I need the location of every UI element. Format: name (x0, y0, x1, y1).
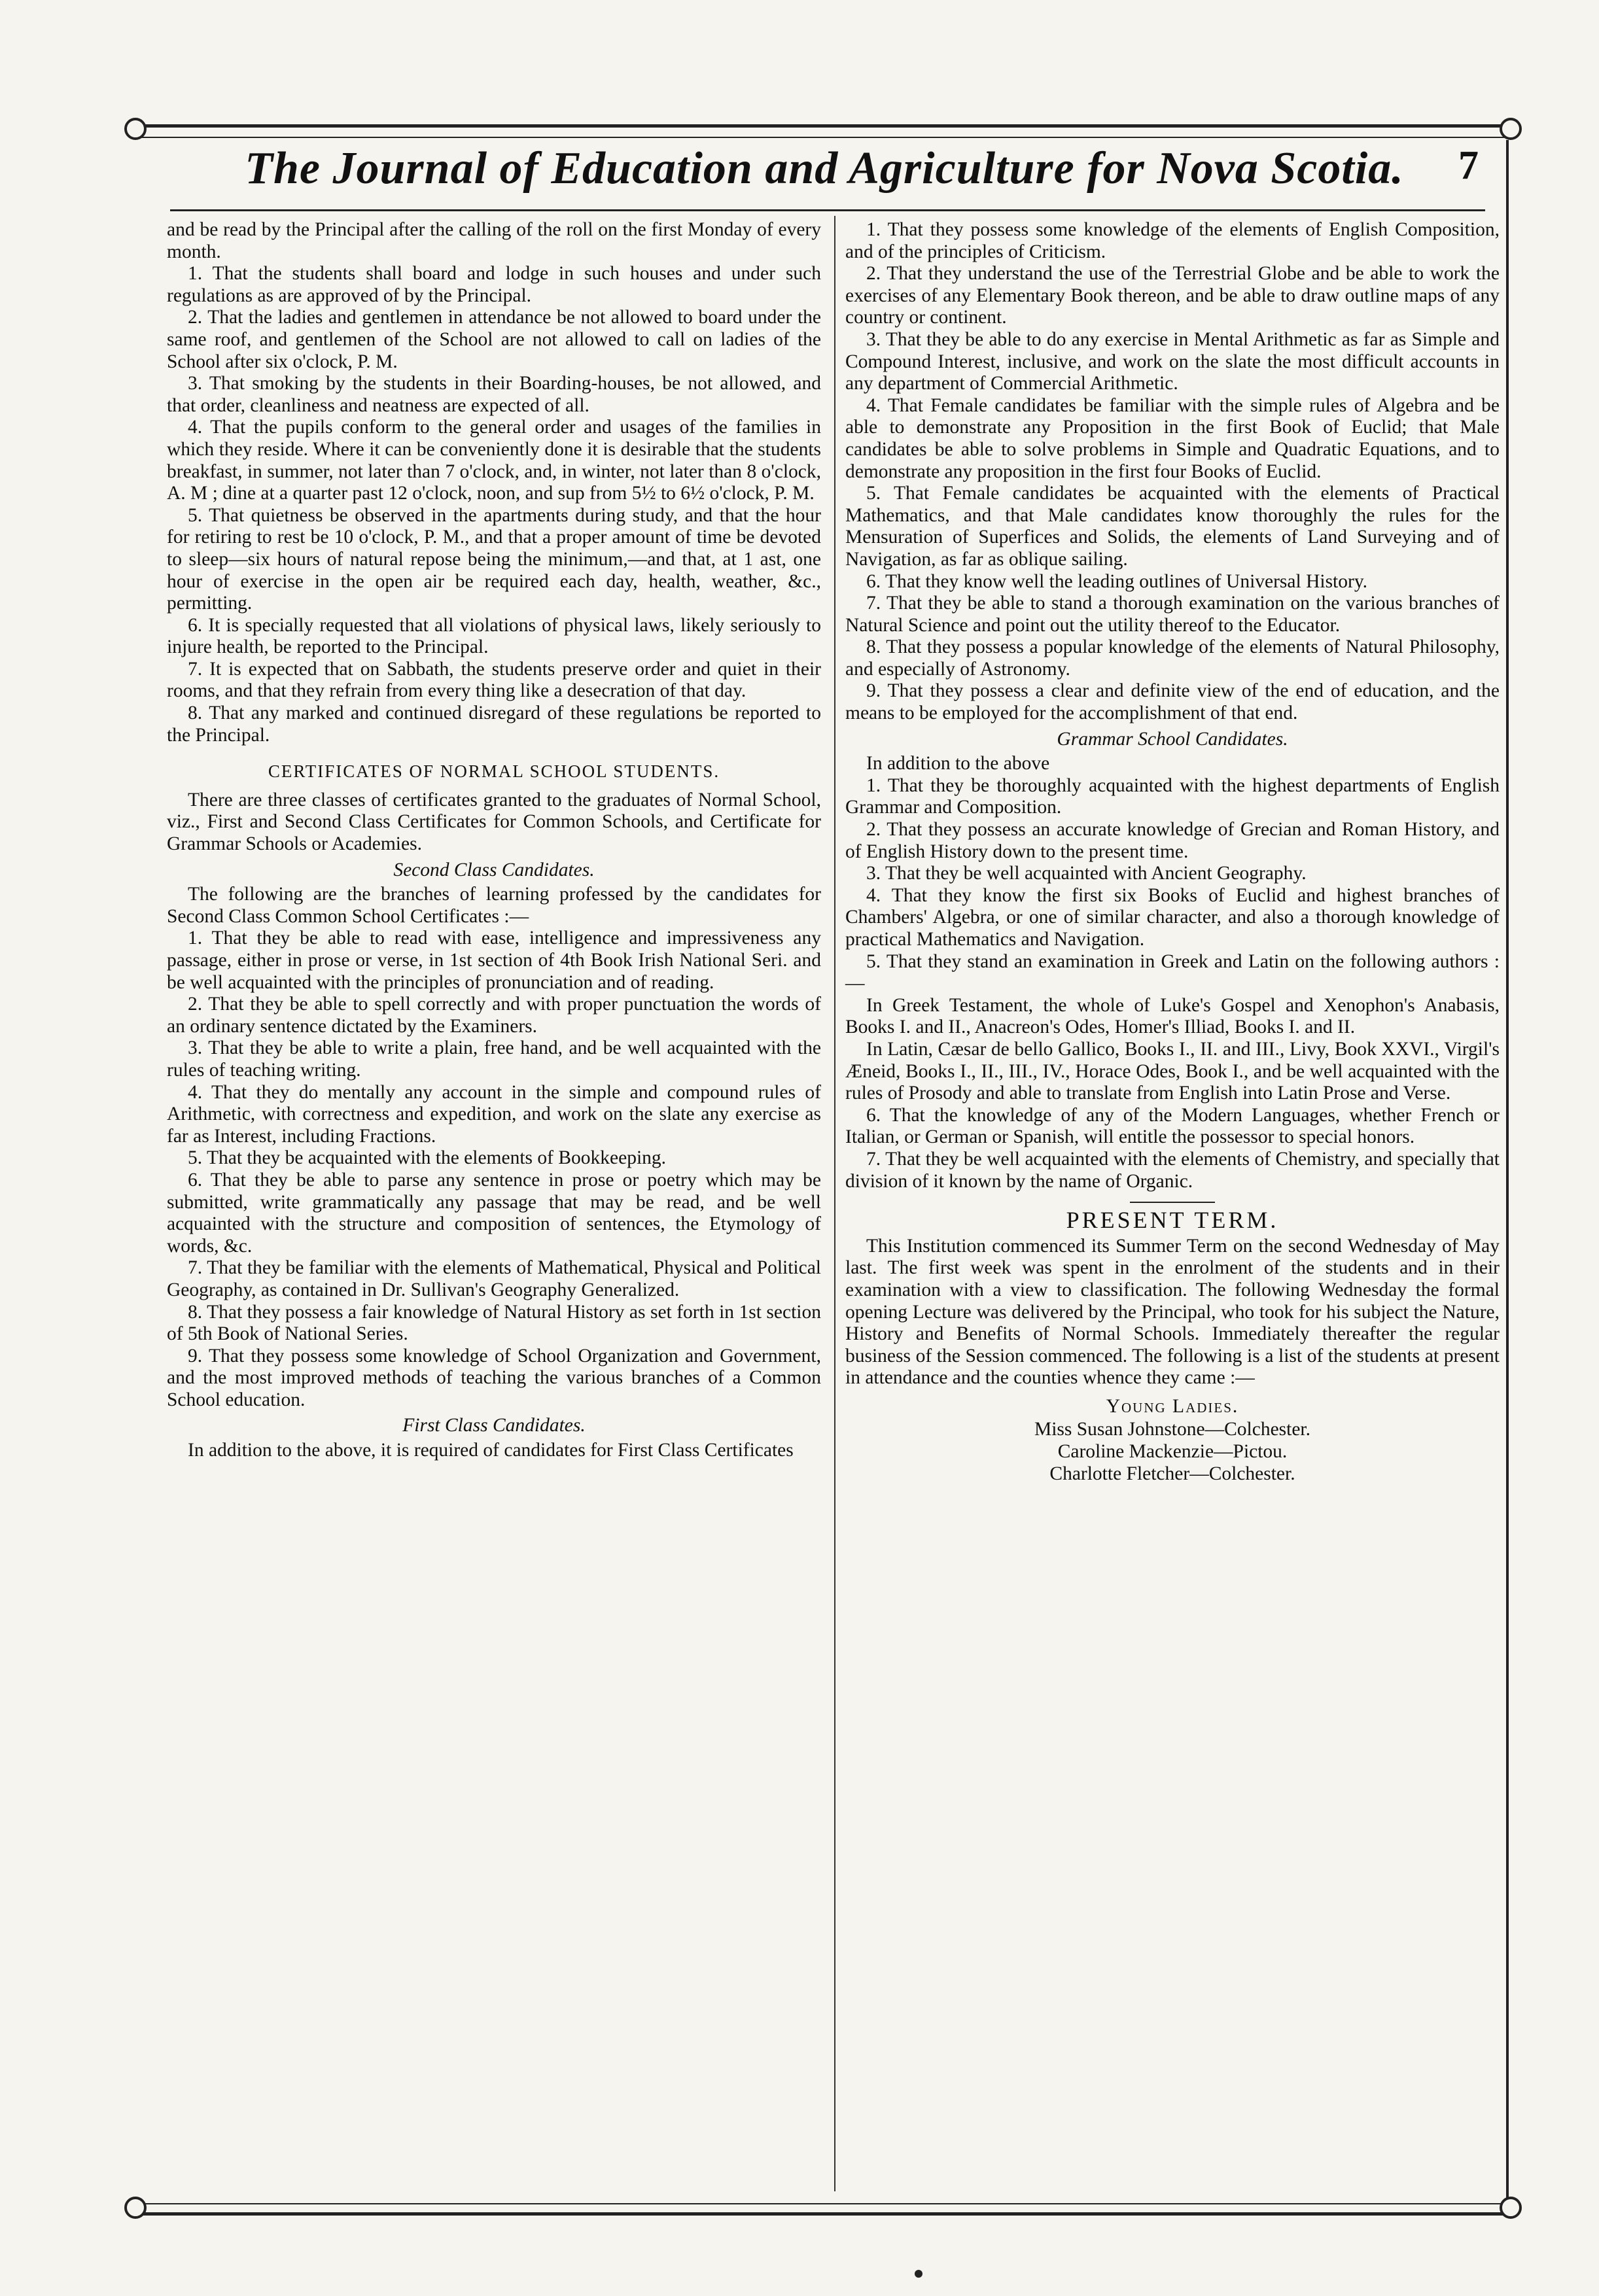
first-class-item: 3. That they be able to do any exercise in Mental Arithmetic as far as Simple and Compound Interest, inclusive, and work on the slate the most difficult accounts in any department of Commercial Arithmetic. (845, 328, 1500, 394)
rule-item: 4. That the pupils conform to the general order and usages of the families in which they reside. Where it can be conveniently done it is desirable that the students breakfast, in summer, not later than 7 o'clock, and, in winter, not later than 8 o'clock, A. M ; dine at a quarter past 12 o'clock, noon, and sup from 5½ to 6½ o'clock, P. M. (167, 417, 821, 504)
right-column (845, 219, 1500, 1485)
grammar-item: 1. That they be thoroughly acquainted with the highest departments of English Grammar and Composition. (845, 774, 1500, 818)
second-class-heading: Second Class Candidates. (393, 859, 595, 880)
first-class-item: 1. That they possess some knowledge of the elements of English Composition, and of the principles of Criticism. (845, 219, 1500, 262)
bottom-border-rule (131, 2203, 1511, 2216)
rule-item: 6. It is specially requested that all violations of physical laws, likely seriously to injure health, be reported to the Principal. (167, 614, 821, 658)
grammar-school-intro: In addition to the above (866, 753, 1050, 774)
grammar-item: 2. That they possess an accurate knowledge of Grecian and Roman History, and of English History down to the present time. (845, 819, 1500, 862)
rule-item: 8. That any marked and continued disregard of these regulations be reported to the Principal. (167, 703, 821, 746)
second-class-intro: The following are the branches of learning professed by the candidates for Second Class Common School Certificates :— (167, 884, 821, 927)
present-term-text: This Institution commenced its Summer Term on the second Wednesday of May last. The first week was spent in the enrolment of the students and in their examination with a view to classification. The following Wednesday the formal opening Lecture was delivered by the Principal, who took for his subject the Nature, History and Benefits of Normal Schools. Immediately thereafter the regular business of the Session commenced. The following is a list of the students at present in attendance and the counties whence they came :— (845, 1235, 1500, 1389)
left-column (167, 219, 821, 1462)
first-class-item: 5. That Female candidates be acquainted with the elements of Practical Mathematics, and that Male candidates know thoroughly the rules for the Mensuration of Superfices and Solids, the elements of Land Surveying and of Navigation, as far as oblique sailing. (845, 483, 1500, 570)
grammar-item: In Greek Testament, the whole of Luke's Gospel and Xenophon's Anabasis, Books I. and II., Anacreon's Odes, Homer's Illiad, Books I. and II. (845, 994, 1500, 1038)
second-class-item: 2. That they be able to spell correctly and with proper punctuation the words of an ordinary sentence dictated by the Examiners. (167, 994, 821, 1037)
first-class-intro: In addition to the above, it is required of candidates for First Class Certificates (188, 1440, 794, 1461)
grammar-item: In Latin, Cæsar de bello Gallico, Books I., II. and III., Livy, Book XXVI., Virgil's Æneid, Books I., II., III., IV., Horace Odes, Book I., and be well acquainted with the rules of Prosody and able to translate from English into Latin Prose and Verse. (845, 1038, 1500, 1104)
top-left-ornament-icon (124, 118, 147, 140)
ink-dot-mark (915, 2270, 922, 2278)
certificates-intro: There are three classes of certificates granted to the graduates of Normal School, viz., First and Second Class Certificates for Common Schools, and Certificate for Grammar Schools or Academies. (167, 789, 821, 855)
second-class-item: 3. That they be able to write a plain, free hand, and be well acquainted with the rules of teaching writing. (167, 1037, 821, 1081)
student-name: Charlotte Fletcher—Colchester. (1049, 1463, 1295, 1484)
grammar-item: 6. That the knowledge of any of the Modern Languages, whether French or Italian, or German or Spanish, will entitle the possessor to special honors. (845, 1104, 1500, 1148)
second-class-item: 9. That they possess some knowledge of School Organization and Government, and the most improved methods of teaching the various branches of a Common School education. (167, 1345, 821, 1410)
first-class-item: 6. That they know well the leading outlines of Universal History. (866, 570, 1368, 592)
top-border-rule (131, 124, 1511, 138)
bottom-right-ornament-icon (1500, 2197, 1522, 2219)
grammar-item: 7. That they be well acquainted with the elements of Chemistry, and specially that division of it known by the name of Organic. (845, 1148, 1500, 1192)
first-class-item: 8. That they possess a popular knowledge of the elements of Natural Philosophy, and especially of Astronomy. (845, 636, 1500, 680)
grammar-item: 4. That they know the first six Books of Euclid and highest branches of Chambers' Algebra, or one of similar character, and also a thorough knowledge of practical Mathematics and Navigation. (845, 884, 1500, 950)
column-divider (834, 216, 835, 2191)
bottom-left-ornament-icon (124, 2197, 147, 2219)
grammar-school-heading: Grammar School Candidates. (1057, 728, 1288, 750)
first-class-item: 9. That they possess a clear and definite view of the end of education, and the means to be employed for the accomplishment of that end. (845, 680, 1500, 724)
page-number: 7 (1458, 143, 1479, 188)
present-term-heading: PRESENT TERM. (1066, 1207, 1279, 1234)
first-class-heading: First Class Candidates. (402, 1415, 586, 1436)
student-name: Miss Susan Johnstone—Colchester. (1034, 1419, 1311, 1440)
student-name: Caroline Mackenzie—Pictou. (1057, 1441, 1288, 1463)
header-rule (170, 209, 1485, 211)
second-class-item: 1. That they be able to read with ease, intelligence and impressiveness any passage, either in prose or verse, in 1st section of 4th Book Irish National Seri. and be well acquainted with the principles of pronunciation and of reading. (167, 928, 821, 993)
second-class-item: 5. That they be acquainted with the elements of Bookkeeping. (188, 1147, 667, 1169)
certificates-heading: CERTIFICATES OF NORMAL SCHOOL STUDENTS. (268, 761, 720, 782)
second-class-item: 8. That they possess a fair knowledge of Natural History as set forth in 1st section of 5th Book of National Series. (167, 1301, 821, 1345)
first-class-item: 2. That they understand the use of the Terrestrial Globe and be able to work the exercises of any Elementary Book thereon, and be able to draw outline maps of any country or continent. (845, 263, 1500, 328)
rule-item: 2. That the ladies and gentlemen in attendance be not allowed to board under the same roof, and gentlemen of the School are not allowed to call on ladies of the School after six o'clock, P. M. (167, 307, 821, 372)
second-class-item: 4. That they do mentally any account in the simple and compound rules of Arithmetic, with correctness and expedition, and work on the slate any exercise as far as Interest, including Fractions. (167, 1081, 821, 1147)
rule-item: 5. That quietness be observed in the apartments during study, and that the hour for retiring to rest be 10 o'clock, P. M., and that a proper amount of time be devoted to sleep—six hours of natural repose being the minimum,—and that, at 1 ast, one hour of exercise in the open air be required each day, health, weather, &c., permitting. (167, 504, 821, 614)
grammar-item: 5. That they stand an examination in Greek and Latin on the following authors :— (845, 950, 1500, 994)
second-class-item: 6. That they be able to parse any sentence in prose or poetry which may be submitted, write grammatically any passage that may be read, and be well acquainted with the structure and composition of sentences, the Etymology of words, &c. (167, 1169, 821, 1257)
page-header (170, 143, 1479, 201)
continued-paragraph: and be read by the Principal after the calling of the roll on the first Monday of every month. (167, 219, 821, 262)
second-class-item: 7. That they be familiar with the elements of Mathematical, Physical and Political Geography, as contained in Dr. Sullivan's Geography Generalized. (167, 1257, 821, 1300)
rule-item: 7. It is expected that on Sabbath, the students preserve order and quiet in their rooms, and that they refrain from every thing like a desecration of that day. (167, 658, 821, 702)
young-ladies-heading: Young Ladies. (1106, 1395, 1239, 1417)
right-border-line (1506, 140, 1509, 2200)
rule-item: 1. That the students shall board and lodge in such houses and under such regulations as are approved of by the Principal. (167, 263, 821, 306)
top-right-ornament-icon (1500, 118, 1522, 140)
first-class-item: 4. That Female candidates be familiar with the simple rules of Algebra and be able to demonstrate any Proposition in the first Book of Euclid; that Male candidates be able to solve problems in Simple and Quadratic Equations, and to demonstrate any proposition in the first four Books of Euclid. (845, 394, 1500, 482)
grammar-item: 3. That they be well acquainted with Ancient Geography. (866, 863, 1307, 884)
section-rule (1130, 1202, 1215, 1203)
journal-title: The Journal of Education and Agriculture for Nova Scotia. (245, 143, 1404, 194)
first-class-item: 7. That they be able to stand a thorough examination on the various branches of Natural Science and point out the utility thereof to the Educator. (845, 593, 1500, 636)
rule-item: 3. That smoking by the students in their Boarding-houses, be not allowed, and that order, cleanliness and neatness are expected of all. (167, 373, 821, 416)
